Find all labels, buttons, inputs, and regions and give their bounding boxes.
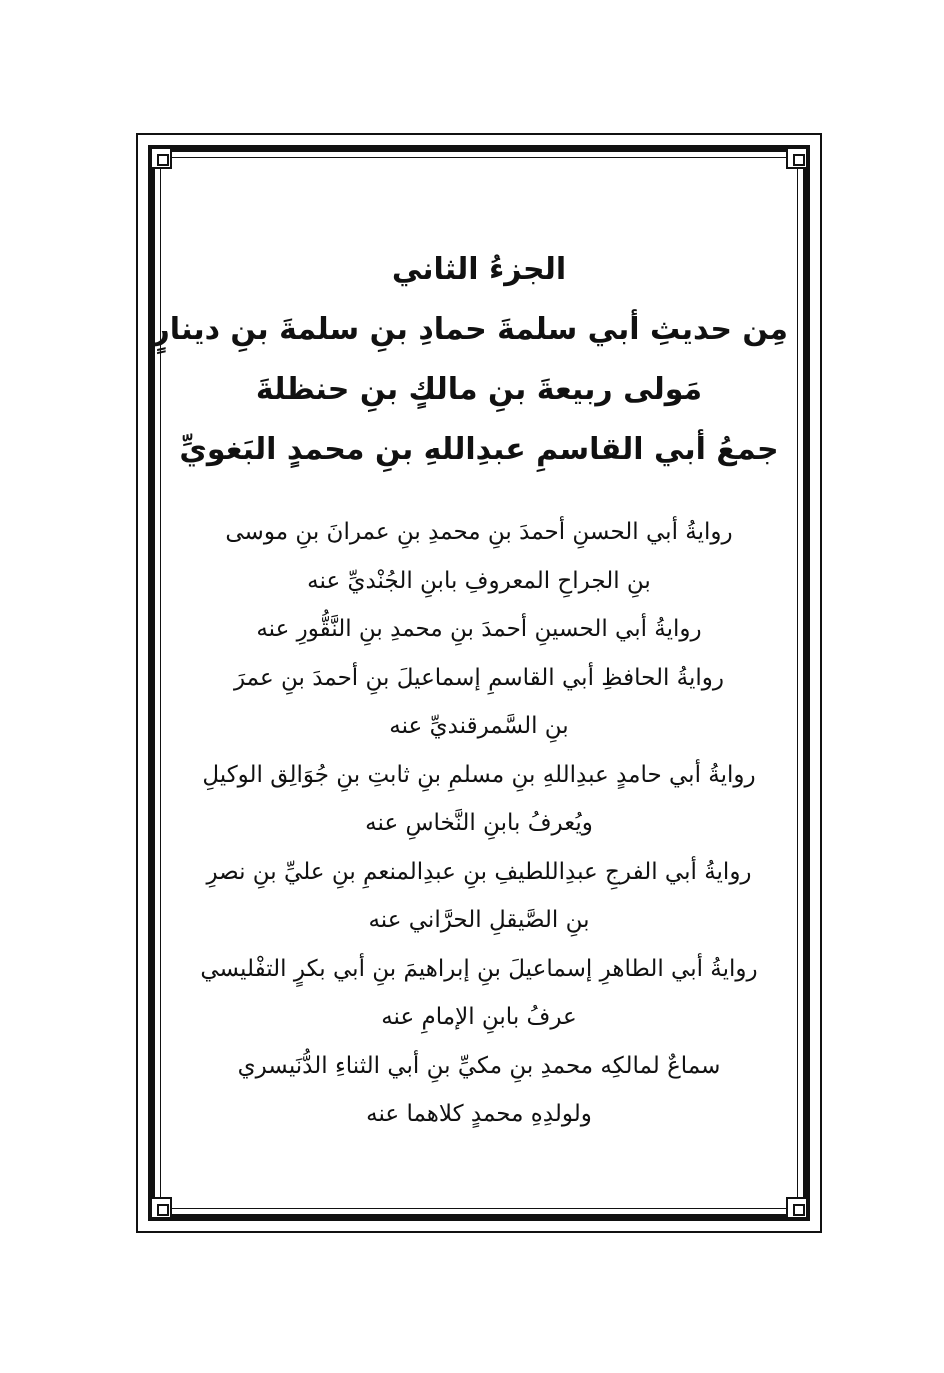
chain-line: روايةُ أبي حامدٍ عبدِاللهِ بنِ مسلمِ بنِ ثابتِ بنِ جُوَالِق الوكيلِ bbox=[202, 761, 756, 788]
transmission-chain bbox=[170, 508, 788, 1139]
chain-line: روايةُ أبي الفرجِ عبدِاللطيفِ بنِ عبدِالمنعمِ بنِ عليِّ بنِ نصرِ bbox=[206, 858, 752, 885]
corner-ornament-top-right bbox=[786, 147, 808, 169]
volume-title: الجزءُ الثاني bbox=[391, 252, 567, 287]
book-subject: مِن حديثِ أبي سلمةَ حمادِ بنِ سلمةَ بنِ دينارٍ bbox=[152, 312, 788, 347]
book-subject-lineage: مَولى ربيعةَ بنِ مالكٍ بنِ حنظلةَ bbox=[255, 372, 703, 407]
corner-ornament-top-left bbox=[150, 147, 172, 169]
title-page-content bbox=[152, 240, 788, 1139]
chain-line: عرفُ بابنِ الإمامِ عنه bbox=[381, 1004, 577, 1030]
corner-ornament-bottom-left bbox=[150, 1197, 172, 1219]
chain-line: روايةُ أبي الطاهرِ إسماعيلَ بنِ إبراهيمَ بنِ أبي بكرٍ التفْليسي bbox=[200, 955, 758, 982]
chain-line: روايةُ الحافظِ أبي القاسمِ إسماعيلَ بنِ أحمدَ بنِ عمرَ bbox=[233, 664, 725, 691]
section-spacer bbox=[170, 480, 788, 508]
chain-line: سماعٌ لمالكِه محمدِ بنِ مكيِّ بنِ أبي الثناءِ الدُّنَيسري bbox=[237, 1052, 721, 1079]
chain-line: بنِ الجراحِ المعروفِ بابنِ الجُنْديِّ عنه bbox=[307, 567, 651, 594]
compiler-line: جمعُ أبي القاسمِ عبدِاللهِ بنِ محمدٍ البَغويِّ bbox=[179, 432, 779, 467]
chain-line: روايةُ أبي الحسنِ أحمدَ بنِ محمدِ بنِ عمرانَ بنِ موسى bbox=[225, 519, 733, 545]
chain-line: ولولدِهِ محمدٍ كلاهما عنه bbox=[366, 1101, 592, 1127]
chain-line: ويُعرفُ بابنِ النَّخاسِ عنه bbox=[365, 810, 593, 836]
chain-line: بنِ السَّمرقنديِّ عنه bbox=[389, 713, 569, 739]
chain-line: بنِ الصَّيقلِ الحرَّاني عنه bbox=[368, 907, 590, 933]
corner-ornament-bottom-right bbox=[786, 1197, 808, 1219]
chain-line: روايةُ أبي الحسينِ أحمدَ بنِ محمدِ بنِ النَّقُّورِ عنه bbox=[256, 616, 702, 642]
book-title-block bbox=[152, 240, 788, 480]
